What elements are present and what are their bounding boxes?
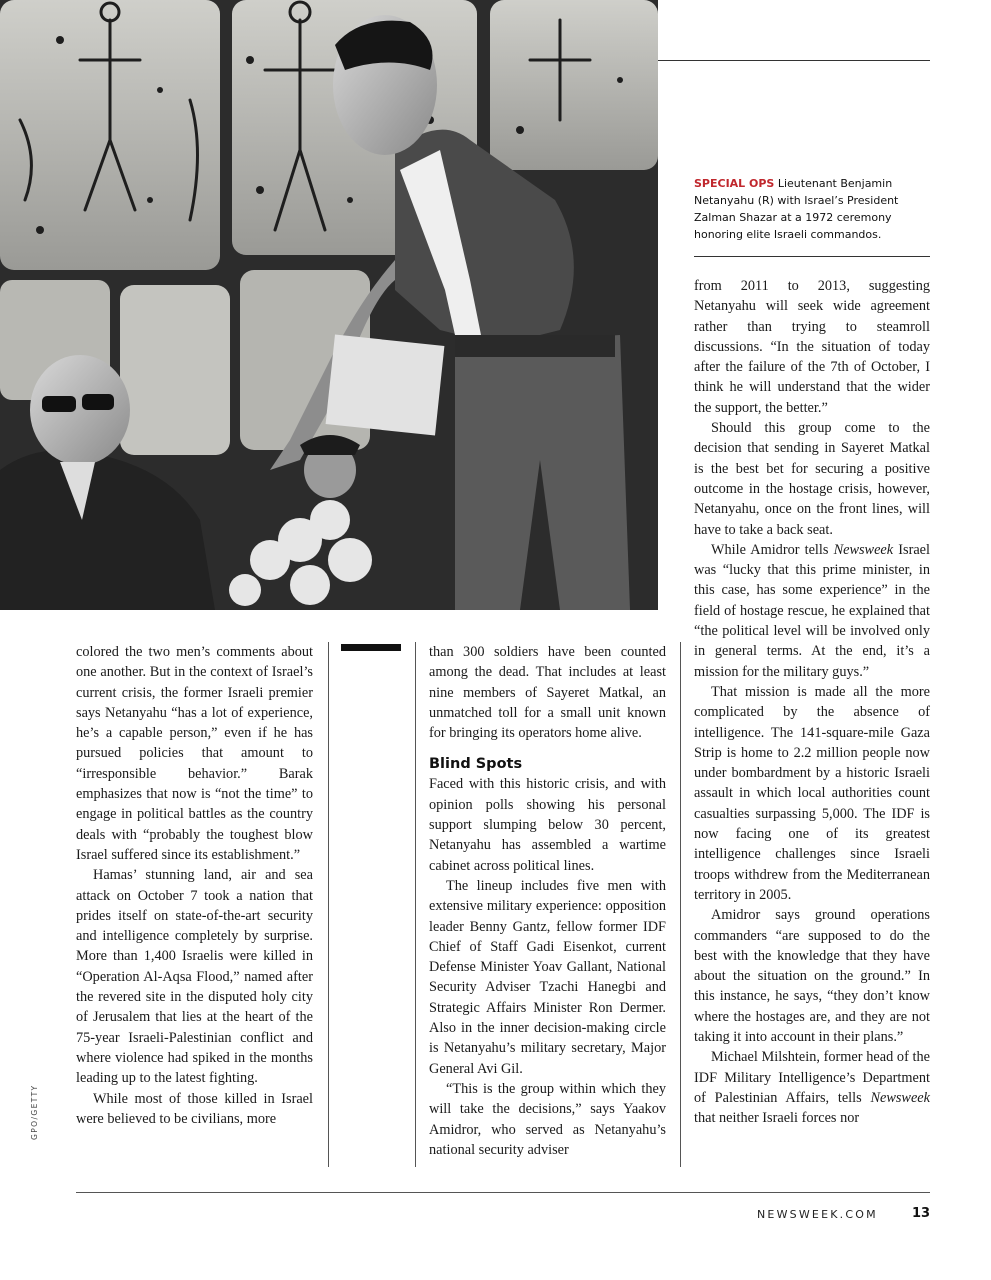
publication-name: Newsweek	[870, 1089, 930, 1106]
text-run: While Amidror tells	[711, 541, 834, 558]
page-number: 13	[912, 1206, 931, 1221]
paragraph	[694, 1047, 930, 1128]
paragraph: Amidror says ground operations commanders “are supposed to do the best with the knowledge that they have about the situation on the ground.” In this instance, he says, “they don’t know where the hostages are, and they are not taking it into account in their plans.”	[694, 907, 930, 1045]
footer-site-name[interactable]: NEWSWEEK.COM	[757, 1208, 878, 1221]
paragraph: The lineup includes five men with extensive military experience: opposition leader Benny Gantz, fellow former IDF Chief of Staff Gadi Eisenkot, current Defense Minister Yoav Gallant, National Security Adviser Tzachi Hanegbi and Strategic Affairs Minister Ron Dermer. Also in the inner decision-making circle is Netanyahu’s military secretary, Major General Avi Gil.	[429, 877, 666, 1077]
paragraph: than 300 soldiers have been counted among the dead. That includes at least nine members of Sayeret Matkal, an unmatched toll for a small unit known for bringing its operators home alive.	[429, 644, 666, 742]
caption-rule	[694, 256, 930, 257]
text-run: Israel was “lucky that this prime minister, in this case, has some experience” in the field of hostage rescue, he explained that “the political level will be involved only in general terms. At the end, it’s a mission for the military guys.”	[694, 541, 930, 680]
footer-rule	[76, 1192, 930, 1193]
caption-kicker: SPECIAL OPS	[694, 177, 775, 190]
column-accent-bar	[341, 644, 401, 651]
photo-caption	[694, 175, 930, 243]
paragraph: “This is the group within which they will take the decisions,” says Yaakov Amidror, who served as Netanyahu’s national security adviser	[429, 1080, 666, 1158]
paragraph: from 2011 to 2013, suggesting Netanyahu will seek wide agreement rather than trying to steamroll discussions. “In the situation of today after the failure of the 7th of October, I think he will understand that the wider the support, the better.”	[694, 278, 930, 416]
paragraph: Faced with this historic crisis, and with opinion polls showing his personal support slumping below 30 percent, Netanyahu has assembled a wartime cabinet across political lines.	[429, 776, 666, 874]
article-column-2	[429, 642, 666, 1172]
photo-credit: GPO/GETTY	[30, 1084, 39, 1140]
paragraph: Should this group come to the decision that sending in Sayeret Matkal is the best bet for securing a positive outcome in the hostage crisis, however, Netanyahu, once on the front lines, will have to take a back seat.	[694, 420, 930, 538]
column-divider	[328, 642, 329, 1167]
section-subhead: Blind Spots	[429, 756, 523, 773]
photo-illustration	[0, 0, 658, 610]
publication-name: Newsweek	[833, 541, 894, 558]
text-run: that neither Israeli forces nor	[694, 1110, 860, 1127]
paragraph	[694, 540, 930, 682]
text-run: Michael Milshtein, former head of the IDF Military Intelligence’s Department of Palestinian Affairs, tells	[694, 1049, 930, 1106]
lead-photo	[0, 0, 658, 610]
article-column-1	[76, 642, 313, 1172]
paragraph: While most of those killed in Israel were believed to be civilians, more	[76, 1090, 313, 1127]
article-column-3	[694, 276, 930, 1172]
column-divider	[680, 642, 681, 1167]
paragraph: colored the two men’s comments about one another. But in the context of Israel’s current crisis, the former Israeli premier says Netanyahu “has a lot of experience, he’s a capable person,” even if he has pursued policies that amount to “irresponsible behavior.” Barak emphasizes that now is “not the time” to engage in political battles as the country deals with “probably the toughest blow Israel suffered since its establishment.”	[76, 644, 313, 863]
paragraph: Hamas’ stunning land, air and sea attack on October 7 took a nation that prides itself on state-of-the-art security and intelligence completely by surprise. More than 1,400 Israelis were killed in “Operation Al-Aqsa Flood,” named after the revered site in the disputed holy city of Jerusalem that lies at the heart of the 75-year Israeli-Palestinian conflict and where violence had spiked in the months leading up to the latest fighting.	[76, 867, 313, 1087]
caption-text: Lieutenant Benjamin Netanyahu (R) with Israel’s President Zalman Shazar at a 1972 ceremony honoring elite Israeli commandos.	[694, 177, 899, 241]
paragraph: That mission is made all the more complicated by the absence of intelligence. The 141-square-mile Gaza Strip is home to 2.2 million people now under bombardment by a historic Israeli assault in which local authorities count casualties surpassing 5,000. The IDF is now facing one of its greatest intelligence challenges since Israeli troops withdrew from the Mediterranean territory in 2005.	[694, 683, 930, 903]
column-divider	[415, 642, 416, 1167]
top-rule	[658, 60, 930, 61]
